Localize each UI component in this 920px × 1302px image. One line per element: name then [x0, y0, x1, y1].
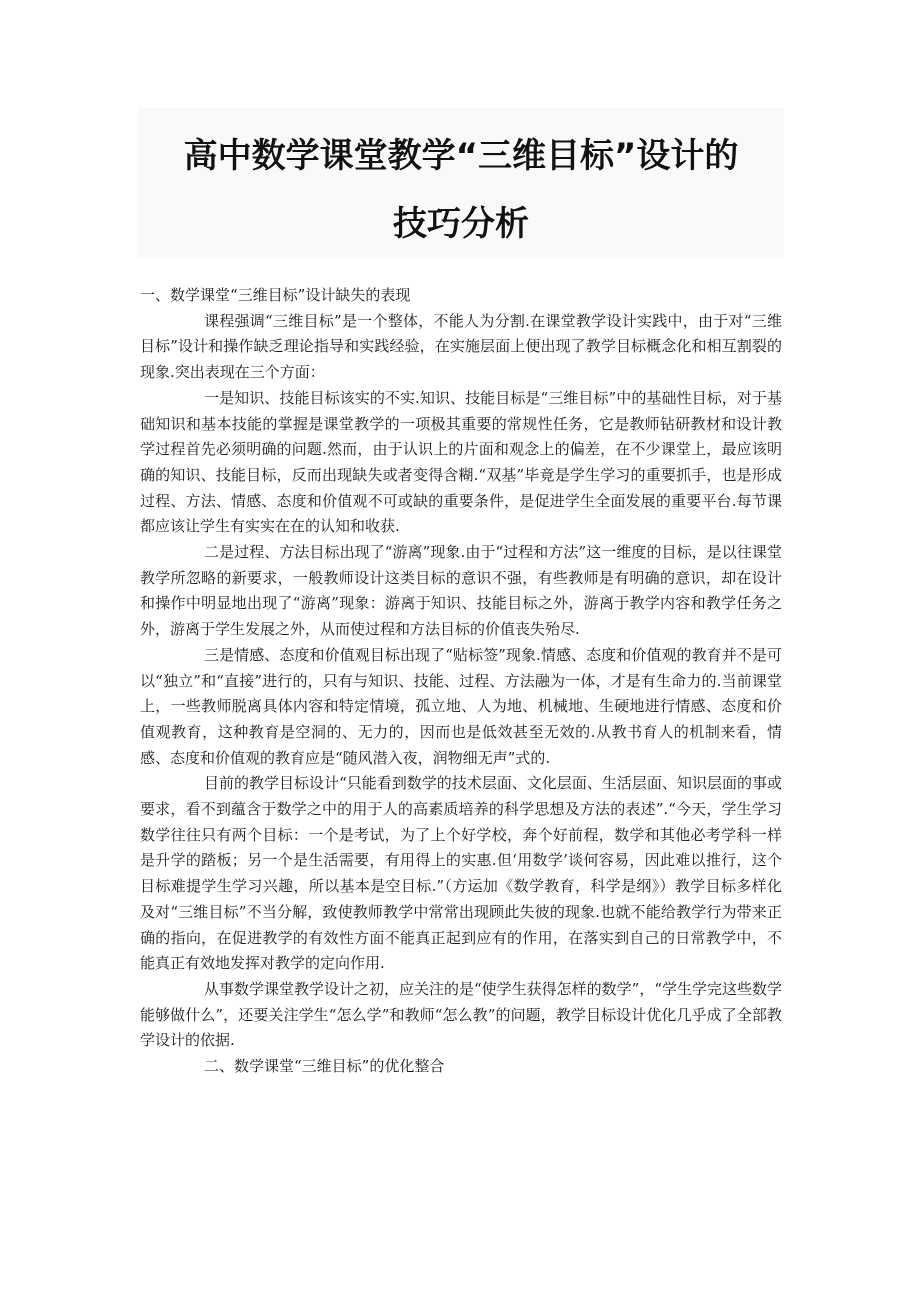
- paragraph: 从事数学课堂教学设计之初，应关注的是“使学生获得怎样的数学”，“学生学完这些数学能够做什么”，还要关注学生“怎么学”和教师“怎么教”的问题，教学目标设计优化几乎成了全部教学设计的依据.: [140, 979, 783, 1050]
- section-heading-1: 一、数学课堂“三维目标”设计缺失的表现: [140, 286, 411, 304]
- paragraph: 三是情感、态度和价值观目标出现了“贴标签”现象.情感、态度和价值观的教育并不是可以“独立”和“直接”进行的，只有与知识、技能、过程、方法融为一体，才是有生命力的.当前课堂上，一些教师脱离具体内容和特定情境，孤立地、人为地、机械地、生硬地进行情感、态度和价值观教育，这种教育是空洞的、无力的，因而也是低效甚至无效的.从教书育人的机制来看，情感、态度和价值观的教育应是“随风潜入夜，润物细无声”式的.: [140, 645, 782, 767]
- title-block: [138, 108, 784, 258]
- document-body: [140, 283, 782, 1080]
- paragraph: 一是知识、技能目标该实的不实.知识、技能目标是“三维目标”中的基础性目标，对于基础知识和基本技能的掌握是课堂教学的一项极其重要的常规性任务，它是教师钻研教材和设计教学过程首先必须明确的问题.然而，由于认识上的片面和观念上的偏差，在不少课堂上，最应该明确的知识、技能目标，反而出现缺失或者变得含糊.“双基”毕竟是学生学习的重要抓手，也是形成过程、方法、情感、态度和价值观不可或缺的重要条件，是促进学生全面发展的重要平台.每节课都应该让学生有实实在在的认知和收获.: [140, 388, 782, 536]
- paragraph: 课程强调“三维目标”是一个整体，不能人为分割.在课堂教学设计实践中，由于对“三维目标”设计和操作缺乏理论指导和实践经验，在实施层面上便出现了教学目标概念化和相互割裂的现象.突出表现在三个方面：: [140, 311, 782, 382]
- document-title-line-2: 技巧分析: [393, 204, 529, 244]
- paragraph: 目前的教学目标设计“只能看到数学的技术层面、文化层面、生活层面、知识层面的事或要求，看不到蕴含于数学之中的用于人的高素质培养的科学思想及方法的表述”.“今天，学生学习数学往往只有两个目标：一个是考试，为了上个好学校，奔个好前程，数学和其他必考学科一样是升学的踏板；另一个是生活需要，有用得上的实惠.但‘用数学’谈何容易，因此难以推行，这个目标难提学生学习兴趣，所以基本是空目标.”（方运加《数学教育，科学是纲》）教学目标多样化及对“三维目标”不当分解，致使教师教学中常常出现顾此失彼的现象.也就不能给教学行为带来正确的指向，在促进教学的有效性方面不能真正起到应有的作用，在落实到自己的日常教学中，不能真正有效地发挥对教学的定向作用.: [140, 774, 782, 973]
- document-title-line-1: 高中数学课堂教学“三维目标”设计的: [183, 136, 739, 176]
- section-heading-2: 二、数学课堂“三维目标”的优化整合: [204, 1057, 445, 1076]
- paragraph: 二是过程、方法目标出现了“游离”现象.由于“过程和方法”这一维度的目标，是以往课堂教学所忽略的新要求，一般教师设计这类目标的意识不强，有些教师是有明确的意识，却在设计和操作中明显地出现了“游离”现象：游离于知识、技能目标之外，游离于教学内容和教学任务之外，游离于学生发展之外，从而使过程和方法目标的价值丧失殆尽.: [140, 543, 782, 639]
